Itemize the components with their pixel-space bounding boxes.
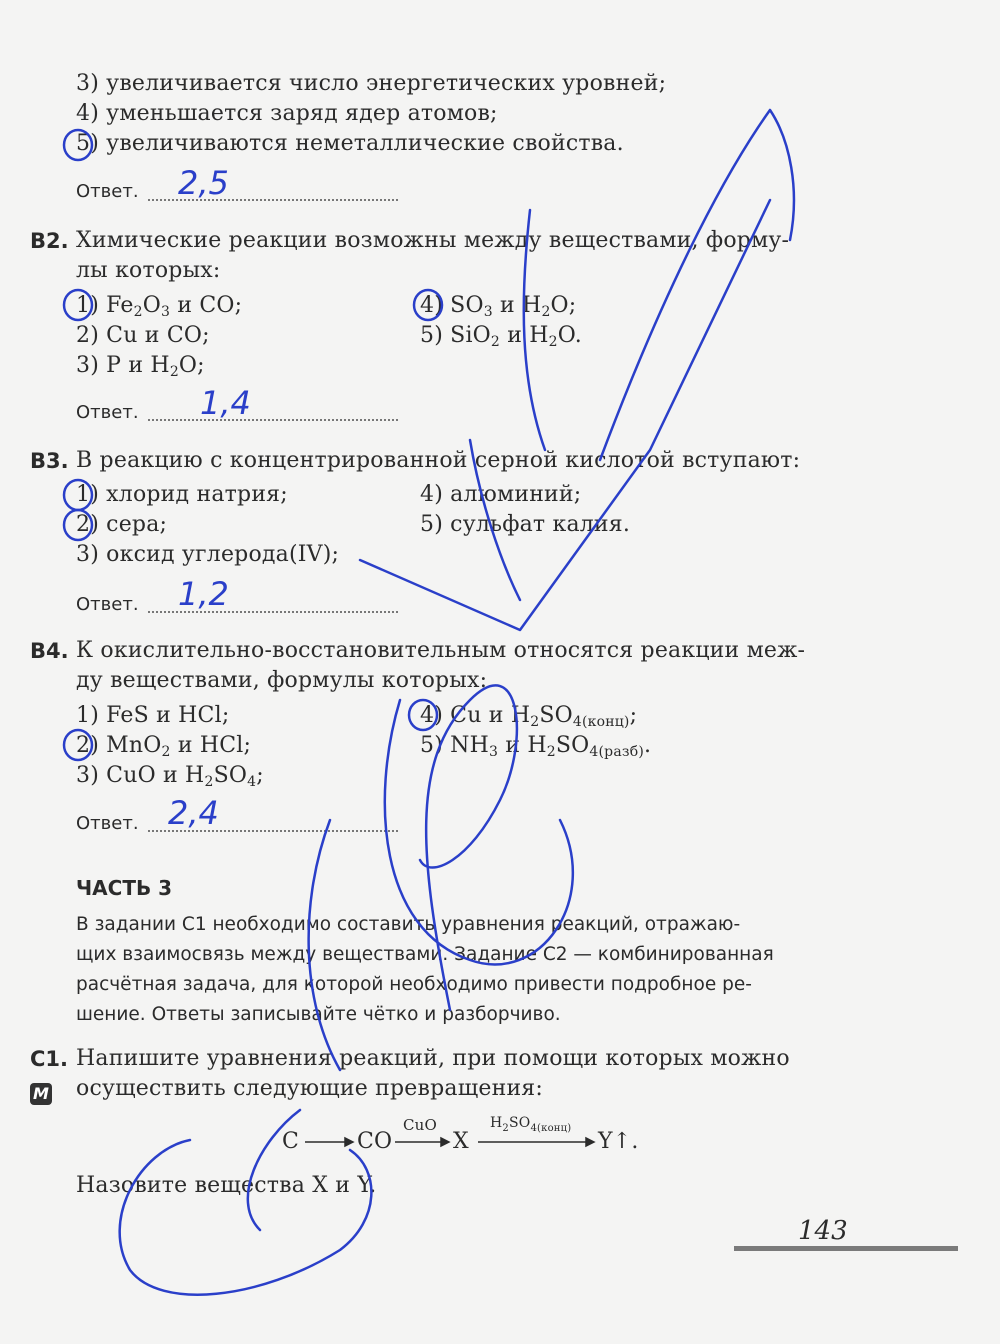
b4-question-line1: К окислительно-восстановительным относятся реакции меж- xyxy=(76,638,806,663)
b2-option-2: 2) Cu и CO; xyxy=(76,323,210,348)
c1-number: С1. xyxy=(30,1047,69,1071)
part3-instructions: В задании С1 необходимо составить уравнения реакций, отражаю- щих взаимосвязь между веществами. Задание С2 — комбинированная расчётная задача, для которой необходимо привести подробное ре- шение. Ответы записывайте чётко и разборчиво. xyxy=(76,914,774,1025)
b2-question-line1: Химические реакции возможны между веществами, форму- xyxy=(76,228,790,253)
circle-b4-opt4 xyxy=(409,700,437,730)
b3-answer-label: Ответ. xyxy=(76,594,139,615)
b4-answer-label: Ответ. xyxy=(76,813,139,834)
b3-option-2: 2) сера; xyxy=(76,512,168,537)
circle-b2-opt4 xyxy=(414,290,442,320)
b2-option-3: 3) P и $H_2O$; xyxy=(76,353,205,380)
scribble-stroke-9 xyxy=(248,1110,300,1230)
b3-option-1: 1) хлорид натрия; xyxy=(76,482,288,507)
b1-option-3: 3) увеличивается число энергетических уровней; xyxy=(76,71,667,96)
b1-answer-label: Ответ. xyxy=(76,181,139,202)
b4-option-5: 5) $NH_3$ и $H_2SO_{4(разб)}$. xyxy=(420,733,652,760)
scheme-h2so4-label: $H_2SO_{4(конц)}$ xyxy=(490,1115,572,1134)
circle-b2-opt1 xyxy=(64,290,92,320)
b4-answer-handwritten: 2,4 xyxy=(168,794,219,832)
b1-option-4: 4) уменьшается заряд ядер атомов; xyxy=(76,101,498,126)
scribble-stroke-1 xyxy=(420,685,517,1010)
b2-option-1: 1) $Fe_2O_3$ и CO; xyxy=(76,293,243,320)
scheme-cuo-label: CuO xyxy=(403,1116,438,1134)
b2-answer-handwritten: 1,4 xyxy=(200,384,251,422)
b4-option-2: 2) MnO$_2$ и HCl; xyxy=(76,733,252,760)
c1-question-line3: Назовите вещества X и Y. xyxy=(76,1173,377,1198)
scribble-stroke-7 xyxy=(309,820,340,1070)
circle-b1-opt5 xyxy=(64,130,92,160)
b1-answer-handwritten: 2,5 xyxy=(178,164,229,202)
b3-option-4: 4) алюминий; xyxy=(420,482,582,507)
b2-option-5: 5) SiO$_2$ и $H_2O$. xyxy=(420,323,582,350)
scribble-stroke-2 xyxy=(385,700,573,964)
b3-option-5: 5) сульфат калия. xyxy=(420,512,631,537)
scheme-x: X xyxy=(453,1129,469,1154)
b3-question: В реакцию с концентрированной серной кислотой вступают: xyxy=(76,448,801,473)
b2-option-4: 4) $SO_3$ и $H_2O$; xyxy=(420,293,577,320)
b2-answer-label: Ответ. xyxy=(76,402,139,423)
part3-title: ЧАСТЬ 3 xyxy=(76,876,173,900)
b4-option-3: 3) CuO и $H_2SO_4$; xyxy=(76,763,264,790)
circle-b4-opt2 xyxy=(64,730,92,760)
m-badge-icon: M xyxy=(30,1083,52,1105)
b4-option-4: 4) Cu и $H_2SO_{4(конц)}$; xyxy=(420,703,638,730)
scribble-stroke-5 xyxy=(524,210,545,450)
scribble-stroke-8 xyxy=(120,1140,372,1295)
b2-number: В2. xyxy=(30,229,69,253)
circle-b3-opt1 xyxy=(64,480,92,510)
scribble-stroke-4 xyxy=(600,110,794,460)
b4-option-1: 1) FeS и HCl; xyxy=(76,703,230,728)
b2-question-line2: лы которых: xyxy=(76,258,221,283)
scheme-y: Y↑. xyxy=(598,1129,639,1154)
b3-answer-handwritten: 1,2 xyxy=(178,575,229,613)
scheme-c: C xyxy=(282,1129,300,1154)
scribble-stroke-3 xyxy=(360,200,770,630)
b1-option-5: 5) увеличиваются неметаллические свойства. xyxy=(76,131,624,156)
b3-number: В3. xyxy=(30,449,69,473)
b4-question-line2: ду веществами, формулы которых: xyxy=(76,668,488,693)
b4-number: В4. xyxy=(30,639,69,663)
scheme-co: CO xyxy=(357,1129,393,1154)
b3-option-3: 3) оксид углерода(IV); xyxy=(76,542,340,567)
c1-question-line1: Напишите уравнения реакций, при помощи которых можно xyxy=(76,1046,790,1071)
circle-b3-opt2 xyxy=(64,510,92,540)
page-number: 143 xyxy=(798,1216,848,1246)
c1-question-line2: осуществить следующие превращения: xyxy=(76,1076,543,1101)
scribble-stroke-6 xyxy=(470,440,520,600)
